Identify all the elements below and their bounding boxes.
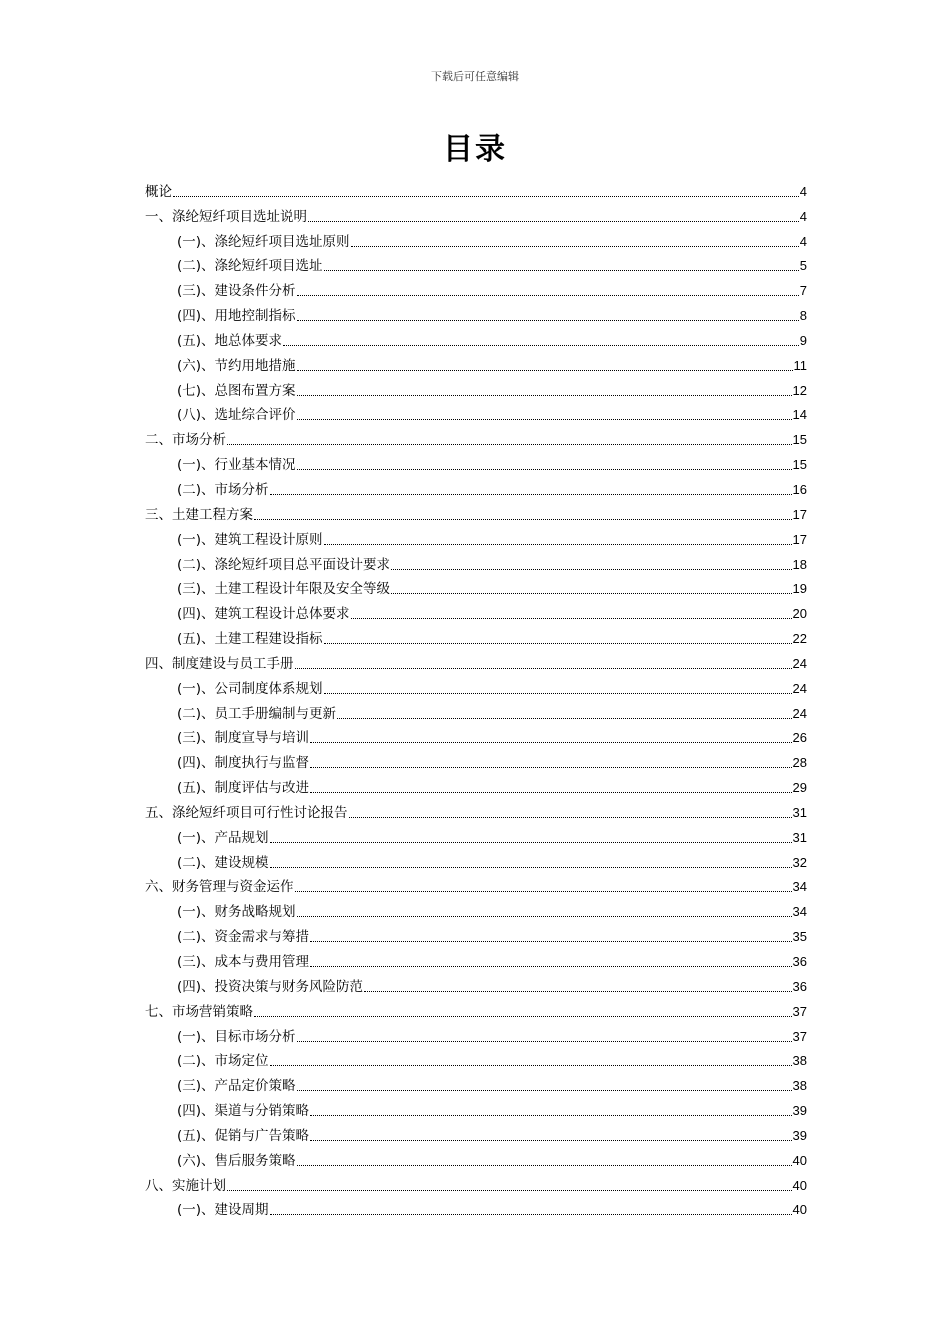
toc-entry-label: (二)、市场定位 [177, 1053, 269, 1070]
toc-entry[interactable] [145, 895, 807, 920]
toc-dot-leader [310, 791, 791, 793]
toc-dot-leader [310, 766, 791, 768]
toc-entry-page-number: 4 [799, 183, 807, 199]
toc-entry-page-number: 31 [792, 829, 807, 845]
toc-dot-leader [227, 1189, 792, 1191]
toc-entry-label: (五)、促销与广告策略 [177, 1127, 310, 1144]
toc-entry-label: (一)、财务战略规划 [177, 904, 296, 921]
toc-entry[interactable] [145, 1169, 807, 1194]
toc-entry[interactable] [145, 722, 807, 747]
toc-dot-leader [297, 319, 799, 321]
toc-dot-leader [324, 269, 799, 271]
toc-entry-label: (八)、选址综合评价 [177, 407, 296, 424]
toc-entry-page-number: 20 [792, 606, 807, 622]
toc-dot-leader [310, 965, 791, 967]
toc-entry-label: (五)、土建工程建设指标 [177, 631, 323, 648]
toc-entry[interactable] [145, 622, 807, 647]
toc-entry-label: (四)、制度执行与监督 [177, 755, 310, 772]
toc-entry-page-number: 24 [792, 705, 807, 721]
toc-entry-label: 二、市场分析 [145, 432, 226, 449]
toc-entry-label: (六)、售后服务策略 [177, 1152, 296, 1169]
page-title: 目录 [443, 132, 507, 167]
toc-entry-page-number: 15 [792, 457, 807, 473]
toc-entry-label: (一)、涤纶短纤项目选址原则 [177, 233, 350, 250]
toc-entry-label: (一)、建筑工程设计原则 [177, 531, 323, 548]
toc-entry-label: 概论 [145, 183, 172, 200]
toc-entry[interactable] [145, 920, 807, 945]
toc-dot-leader [254, 518, 792, 520]
toc-entry[interactable] [145, 324, 807, 349]
toc-entry-page-number: 26 [792, 730, 807, 746]
toc-entry-page-number: 12 [792, 382, 807, 398]
toc-entry-page-number: 17 [792, 506, 807, 522]
toc-entry-label: (四)、投资决策与财务风险防范 [177, 978, 364, 995]
toc-entry[interactable] [145, 821, 807, 846]
toc-dot-leader [310, 940, 791, 942]
toc-entry-label: (一)、公司制度体系规划 [177, 680, 323, 697]
toc-entry[interactable] [145, 970, 807, 995]
toc-entry-label: (二)、员工手册编制与更新 [177, 705, 337, 722]
toc-entry-page-number: 22 [792, 631, 807, 647]
toc-entry-label: 六、财务管理与资金运作 [145, 879, 294, 896]
toc-entry-page-number: 5 [799, 258, 807, 274]
toc-entry-label: (六)、节约用地措施 [177, 357, 296, 374]
toc-entry-page-number: 39 [792, 1127, 807, 1143]
toc-entry-label: 四、制度建设与员工手册 [145, 655, 294, 672]
toc-entry-label: (三)、建设条件分析 [177, 283, 296, 300]
toc-entry-label: (四)、建筑工程设计总体要求 [177, 606, 350, 623]
toc-entry-label: (一)、目标市场分析 [177, 1028, 296, 1045]
toc-entry[interactable] [145, 672, 807, 697]
toc-entry-page-number: 14 [792, 407, 807, 423]
toc-entry-label: (二)、涤纶短纤项目选址 [177, 258, 323, 275]
toc-dot-leader [270, 841, 792, 843]
toc-dot-leader [297, 418, 792, 420]
toc-entry[interactable] [145, 1119, 807, 1144]
toc-dot-leader [297, 915, 792, 917]
toc-entry[interactable] [145, 374, 807, 399]
toc-entry-label: (七)、总图布置方案 [177, 382, 296, 399]
toc-entry-label: (一)、产品规划 [177, 829, 269, 846]
toc-entry-label: 七、市场营销策略 [145, 1003, 253, 1020]
toc-entry-page-number: 40 [792, 1202, 807, 1218]
toc-dot-leader [297, 1040, 792, 1042]
toc-entry-page-number: 32 [792, 854, 807, 870]
toc-dot-leader [283, 344, 799, 346]
toc-entry[interactable] [145, 771, 807, 796]
toc-entry[interactable] [145, 523, 807, 548]
toc-entry-page-number: 29 [792, 780, 807, 796]
toc-dot-leader [297, 394, 792, 396]
toc-entry[interactable] [145, 175, 807, 200]
toc-entry-page-number: 34 [792, 904, 807, 920]
toc-entry-label: 五、涤纶短纤项目可行性讨论报告 [145, 804, 348, 821]
toc-entry-label: (二)、市场分析 [177, 481, 269, 498]
toc-entry-label: (二)、建设规模 [177, 854, 269, 871]
toc-entry-page-number: 24 [792, 680, 807, 696]
toc-entry[interactable] [145, 846, 807, 871]
toc-entry-label: (三)、产品定价策略 [177, 1078, 296, 1095]
toc-dot-leader [297, 1089, 792, 1091]
toc-dot-leader [351, 617, 792, 619]
toc-dot-leader [270, 493, 792, 495]
toc-entry[interactable] [145, 597, 807, 622]
toc-entry-label: 三、土建工程方案 [145, 506, 253, 523]
toc-entry-page-number: 16 [792, 481, 807, 497]
toc-entry-page-number: 4 [799, 208, 807, 224]
toc-entry-page-number: 40 [792, 1152, 807, 1168]
toc-entry[interactable] [145, 200, 807, 225]
toc-entry[interactable] [145, 995, 807, 1020]
toc-entry-label: (五)、地总体要求 [177, 332, 283, 349]
toc-entry-page-number: 17 [792, 531, 807, 547]
toc-entry[interactable] [145, 274, 807, 299]
toc-dot-leader [270, 1213, 792, 1215]
toc-dot-leader [254, 1015, 792, 1017]
toc-dot-leader [310, 1139, 791, 1141]
toc-entry[interactable] [145, 498, 807, 523]
toc-entry[interactable] [145, 473, 807, 498]
toc-dot-leader [349, 816, 792, 818]
toc-entry[interactable] [145, 746, 807, 771]
toc-entry-label: 一、涤纶短纤项目选址说明 [145, 208, 307, 225]
toc-entry[interactable] [145, 548, 807, 573]
toc-dot-leader [270, 1064, 792, 1066]
toc-entry-page-number: 34 [792, 879, 807, 895]
toc-entry[interactable] [145, 1069, 807, 1094]
toc-dot-leader [270, 866, 792, 868]
toc-entry-label: (三)、制度宣导与培训 [177, 730, 310, 747]
toc-entry-label: (三)、成本与费用管理 [177, 954, 310, 970]
page-header-note: 下载后可任意编辑 [431, 70, 519, 83]
toc-dot-leader [310, 1114, 791, 1116]
toc-entry-page-number: 40 [792, 1177, 807, 1193]
toc-entry-page-number: 39 [792, 1103, 807, 1119]
toc-entry-label: (四)、渠道与分销策略 [177, 1103, 310, 1120]
toc-entry[interactable] [145, 250, 807, 275]
toc-entry-page-number: 38 [792, 1053, 807, 1069]
toc-dot-leader [227, 443, 792, 445]
toc-dot-leader [297, 294, 799, 296]
toc-entry-page-number: 36 [792, 978, 807, 994]
toc-entry-page-number: 11 [793, 357, 807, 373]
toc-entry[interactable] [145, 1045, 807, 1070]
toc-entry-label: (三)、土建工程设计年限及安全等级 [177, 581, 391, 598]
toc-dot-leader [391, 592, 791, 594]
toc-entry-page-number: 38 [792, 1078, 807, 1094]
toc-dot-leader [324, 692, 792, 694]
toc-dot-leader [297, 1164, 792, 1166]
toc-entry[interactable] [145, 349, 807, 374]
toc-entry[interactable] [145, 448, 807, 473]
toc-entry-page-number: 15 [792, 432, 807, 448]
toc-dot-leader [173, 195, 799, 197]
toc-entry[interactable] [145, 399, 807, 424]
toc-entry[interactable] [145, 573, 807, 598]
toc-dot-leader [351, 245, 799, 247]
toc-dot-leader [297, 369, 793, 371]
toc-dot-leader [337, 717, 791, 719]
toc-dot-leader [324, 642, 792, 644]
toc-entry-page-number: 28 [792, 755, 807, 771]
toc-entry[interactable] [145, 1020, 807, 1045]
toc-entry[interactable] [145, 423, 807, 448]
toc-entry[interactable] [145, 647, 807, 672]
toc-entry-page-number: 18 [792, 556, 807, 572]
toc-dot-leader [391, 568, 791, 570]
toc-entry-label: 八、实施计划 [145, 1177, 226, 1194]
toc-entry-page-number: 31 [792, 804, 807, 820]
toc-entry-page-number: 19 [792, 581, 807, 597]
toc-entry-page-number: 9 [799, 332, 807, 348]
toc-entry[interactable] [145, 1194, 807, 1219]
toc-entry[interactable] [145, 697, 807, 722]
toc-dot-leader [310, 741, 791, 743]
toc-entry[interactable] [145, 1144, 807, 1169]
toc-dot-leader [297, 468, 792, 470]
toc-entry-page-number: 37 [792, 1003, 807, 1019]
toc-entry-label: (二)、涤纶短纤项目总平面设计要求 [177, 556, 391, 573]
toc-entry[interactable] [145, 225, 807, 250]
toc-entry-label: (一)、行业基本情况 [177, 457, 296, 474]
toc-entry-page-number: 8 [799, 308, 807, 324]
toc-dot-leader [295, 667, 792, 669]
toc-dot-leader [295, 890, 792, 892]
toc-entry-page-number: 7 [799, 283, 807, 299]
toc-entry-label: (五)、制度评估与改进 [177, 780, 310, 797]
toc-entry-page-number: 37 [792, 1028, 807, 1044]
toc-entry[interactable] [145, 796, 807, 821]
toc-entry[interactable] [145, 871, 807, 896]
toc-entry-page-number: 24 [792, 655, 807, 671]
toc-entry[interactable] [145, 1094, 807, 1119]
toc-entry[interactable] [145, 299, 807, 324]
toc-entry-page-number: 4 [799, 233, 807, 249]
toc-entry[interactable] [145, 945, 807, 970]
toc-dot-leader [324, 543, 792, 545]
toc-entry-page-number: 36 [792, 954, 807, 969]
toc-entry-label: (四)、用地控制指标 [177, 308, 296, 325]
toc-entry-page-number: 35 [792, 929, 807, 945]
table-of-contents [145, 175, 807, 1218]
toc-entry-label: (一)、建设周期 [177, 1202, 269, 1219]
toc-dot-leader [364, 990, 791, 992]
toc-entry-label: (二)、资金需求与筹措 [177, 929, 310, 946]
toc-dot-leader [308, 220, 799, 222]
